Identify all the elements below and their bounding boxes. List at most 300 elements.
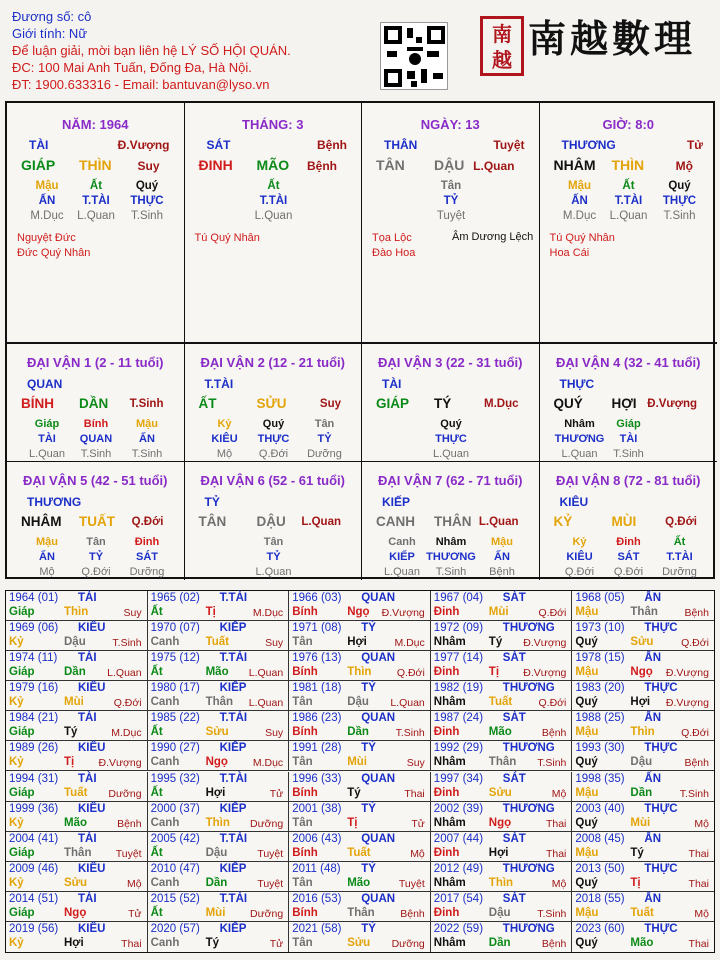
year-branch: Tị (347, 816, 358, 829)
year-label: 1972 (09) (433, 622, 484, 635)
year-cell (6, 802, 148, 832)
luck-hidden-stage: T.Sinh (435, 566, 467, 578)
luck-hidden-ten-god: ẤN (494, 551, 510, 563)
year-stem: Bính (292, 786, 318, 799)
hidden-ten-god: T.TÀI (614, 195, 643, 207)
year-stage: Thai (688, 847, 709, 860)
luck-hidden-stage: Mộ (39, 566, 55, 578)
special-star: Tú Quý Nhân (194, 232, 260, 244)
year-label: 1992 (29) (433, 742, 484, 755)
year-ten-god: T.TÀI (219, 772, 248, 785)
year-stem: Mậu (575, 606, 599, 618)
luck-hidden-stem (601, 535, 657, 580)
year-ten-god: THỰC (644, 682, 678, 695)
year-stage: M.Dục (111, 727, 142, 740)
luck-branch: DẬU (256, 514, 286, 529)
pillar-stage: Mộ (675, 159, 693, 173)
year-cell (6, 772, 148, 802)
year-stage: T.Sinh (537, 907, 567, 920)
luck-hidden-name: Đinh (134, 536, 160, 548)
year-stem: Đinh (433, 786, 460, 799)
hidden-stage: L.Quan (609, 210, 648, 222)
year-label: 2000 (37) (150, 802, 200, 815)
luck-hidden-stage: Q.Đới (258, 448, 289, 460)
year-ten-god: QUAN (361, 592, 396, 604)
year-branch: Dậu (347, 696, 369, 709)
year-branch: Dần (488, 936, 511, 949)
year-ten-god: KIẾP (219, 622, 247, 635)
luck-stem: NHÂM (21, 514, 62, 529)
pillar-cell (7, 103, 185, 344)
year-stem: Quý (575, 696, 598, 709)
year-label: 1988 (25) (575, 712, 625, 725)
luck-hidden-name: Nhâm (435, 536, 467, 548)
year-ten-god: KIÊU (78, 682, 106, 695)
year-label: 1995 (32) (150, 772, 200, 785)
year-stem: Đinh (433, 606, 460, 618)
year-cell (572, 651, 714, 681)
year-branch: Tị (64, 756, 75, 769)
year-cell (572, 832, 714, 862)
luck-hidden-name: Quý (262, 418, 285, 430)
year-stage: Bệnh (684, 757, 709, 770)
luck-ten-god: KIẾP (382, 495, 411, 509)
year-label: 2022 (59) (433, 922, 484, 935)
year-label: 1978 (15) (575, 652, 625, 665)
hidden-stem-name: Ất (622, 180, 635, 192)
year-stage: Đ.Vượng (98, 757, 142, 770)
year-ten-god: KIẾP (219, 742, 247, 755)
year-branch: Mão (630, 936, 654, 949)
year-stage: Thai (121, 937, 142, 950)
year-cell (431, 621, 573, 651)
year-stage: Bệnh (541, 727, 567, 740)
luck-period-cell (362, 462, 540, 580)
year-branch: Thìn (205, 816, 230, 829)
hidden-stem (246, 179, 302, 224)
owner-name: Đương số: cô (12, 9, 92, 24)
year-stage: M.Dục (394, 637, 425, 650)
year-stage: Mộ (551, 877, 567, 890)
year-stem: Mậu (575, 726, 599, 739)
year-branch: Thân (205, 696, 234, 709)
luck-hidden-name: Tân (263, 536, 284, 548)
year-cell (431, 922, 573, 952)
year-ten-god: THỰC (644, 802, 678, 815)
year-label: 1983 (20) (575, 682, 625, 695)
hidden-stem-name: Quý (668, 180, 691, 192)
year-label: 1987 (24) (433, 712, 484, 725)
hidden-ten-god: THỰC (130, 195, 164, 207)
luck-period-cell (185, 344, 363, 462)
owner-info (12, 8, 291, 93)
year-stem: Bính (292, 906, 318, 919)
year-branch: Thân (64, 846, 92, 859)
year-ten-god: QUAN (361, 652, 396, 665)
year-stem: Canh (150, 816, 180, 829)
year-stage: L.Quan (390, 697, 425, 710)
year-label: 1985 (22) (150, 712, 200, 725)
year-ten-god: KIÊU (78, 922, 106, 935)
luck-stage: Suy (319, 398, 341, 410)
year-stem: Quý (575, 756, 598, 769)
year-stage: Tử (269, 787, 284, 800)
year-ten-god: THỰC (644, 862, 678, 875)
address-line: ĐC: 100 Mai Anh Tuấn, Đống Đa, Hà Nội. (12, 60, 252, 75)
luck-hidden-ten-god: QUAN (79, 433, 113, 445)
pillar-heavenly-stem: NHÂM (553, 157, 596, 173)
year-stage: Tuyệt (257, 847, 284, 860)
luck-hidden-ten-god: KIÊU (211, 433, 238, 445)
yearly-luck-table (5, 590, 715, 953)
brand-logo: 南越數理 (528, 16, 697, 61)
year-branch: Mùi (630, 816, 651, 829)
year-stem: Giáp (9, 726, 35, 739)
year-stage: Q.Đới (538, 697, 567, 710)
luck-stem: TÂN (198, 514, 227, 529)
hidden-stem (423, 179, 479, 224)
year-branch: Hợi (347, 636, 367, 649)
year-cell (289, 832, 431, 862)
year-cell (148, 892, 290, 922)
luck-period-title: ĐẠI VẬN 6 (52 - 61 tuổi) (200, 473, 345, 488)
luck-hidden-stem (246, 417, 302, 462)
luck-hidden-ten-god: TÀI (619, 433, 638, 445)
year-stem: Tân (292, 696, 313, 709)
year-label: 1999 (36) (9, 802, 59, 815)
year-stage: Mộ (694, 907, 709, 920)
year-branch: Tuất (64, 786, 88, 799)
year-stage: Dưỡng (250, 817, 284, 830)
luck-period-title: ĐẠI VẬN 7 (62 - 71 tuổi) (378, 473, 523, 488)
luck-hidden-stage: L.Quan (432, 448, 470, 460)
year-stage: Suy (265, 727, 284, 740)
year-cell (148, 802, 290, 832)
year-ten-god: SÁT (502, 892, 526, 905)
luck-hidden-stage: T.Sinh (613, 448, 644, 460)
luck-branch: MÙI (611, 514, 637, 529)
year-ten-god: KIẾP (219, 802, 247, 815)
pillar-title: GIỜ: 8:0 (602, 117, 655, 132)
special-stars (372, 231, 415, 261)
year-stage: Tử (269, 937, 284, 950)
luck-ten-god: TỶ (204, 495, 220, 509)
pillar-title: THÁNG: 3 (242, 117, 304, 132)
pillar-heavenly-stem: ĐINH (198, 157, 233, 173)
year-cell (431, 591, 573, 621)
hidden-stage: M.Dục (562, 210, 597, 222)
owner-gender: Giới tính: Nữ (12, 26, 88, 41)
year-label: 2019 (56) (9, 922, 59, 935)
hidden-stem-name: Mậu (568, 180, 591, 192)
luck-hidden-ten-god: ẤN (39, 551, 55, 563)
year-cell (289, 892, 431, 922)
luck-hidden-name: Giáp (616, 418, 641, 430)
year-branch: Hợi (205, 786, 226, 799)
hidden-ten-god: ẤN (38, 195, 56, 207)
year-branch: Thân (630, 606, 658, 618)
year-branch: Ngọ (205, 756, 228, 769)
year-stem: Ất (150, 666, 163, 679)
pillar-stage: L.Quan (473, 159, 515, 173)
year-ten-god: SÁT (502, 832, 526, 845)
year-label: 1993 (30) (575, 742, 625, 755)
year-label: 2010 (47) (150, 862, 200, 875)
year-ten-god: KIẾP (219, 922, 247, 935)
year-stage: Đ.Vượng (381, 607, 425, 619)
luck-hidden-name: Tân (314, 418, 335, 430)
luck-branch: THÂN (434, 514, 472, 529)
year-branch: Hợi (488, 846, 509, 859)
hidden-stem (19, 179, 75, 224)
pillar-ten-god: THƯƠNG (561, 138, 616, 152)
year-cell (148, 862, 290, 892)
year-branch: Tị (205, 606, 216, 618)
year-branch: Dậu (630, 756, 653, 769)
luck-period-title: ĐẠI VẬN 3 (22 - 31 tuổi) (378, 355, 523, 370)
year-label: 1994 (31) (9, 772, 59, 785)
special-star-right: Âm Dương Lệch (452, 231, 534, 243)
hidden-ten-god: ẤN (571, 195, 588, 207)
year-cell (148, 591, 290, 621)
luck-hidden-stage: L.Quan (28, 448, 66, 460)
year-stem: Quý (575, 636, 598, 649)
year-cell (148, 621, 290, 651)
year-stage: Đ.Vượng (665, 667, 709, 680)
year-cell (572, 802, 714, 832)
year-ten-god: TỶ (361, 922, 376, 935)
year-label: 2001 (38) (292, 802, 342, 815)
luck-hidden-name: Ất (673, 536, 686, 548)
year-cell (572, 922, 714, 952)
year-ten-god: ẤN (644, 772, 662, 785)
year-stem: Tân (292, 636, 313, 649)
year-branch: Dậu (64, 636, 86, 649)
year-ten-god: TÀI (78, 592, 97, 604)
year-label: 2018 (55) (575, 892, 625, 905)
year-ten-god: T.TÀI (219, 652, 248, 665)
year-branch: Ngọ (488, 816, 512, 829)
year-stage: Tuyệt (398, 877, 425, 890)
year-stem: Bính (292, 606, 318, 618)
pillar-earthly-branch: DẬU (434, 157, 465, 173)
year-stem: Tân (292, 816, 313, 829)
year-label: 2014 (51) (9, 892, 59, 905)
year-stage: Bệnh (541, 937, 567, 950)
year-label: 2016 (53) (292, 892, 342, 905)
year-ten-god: TÀI (78, 772, 97, 785)
luck-hidden-stage: L.Quan (561, 448, 598, 460)
year-label: 1975 (12) (150, 652, 200, 665)
year-branch: Tý (64, 726, 78, 739)
luck-hidden-stem (19, 535, 75, 580)
year-cell (572, 862, 714, 892)
year-label: 1976 (13) (292, 652, 342, 665)
year-cell (6, 922, 148, 952)
year-cell (6, 681, 148, 711)
luck-period-cell (540, 462, 718, 580)
year-ten-god: THƯƠNG (502, 802, 555, 815)
luck-ten-god: TÀI (382, 377, 402, 391)
year-stem: Mậu (575, 786, 599, 799)
luck-hidden-stage: T.Sinh (80, 448, 112, 460)
luck-branch: TÝ (434, 396, 452, 411)
year-ten-god: ẤN (644, 832, 662, 845)
year-stage: Suy (123, 607, 142, 619)
year-label: 1989 (26) (9, 742, 59, 755)
year-stage: Tử (411, 817, 425, 830)
year-stem: Quý (575, 816, 598, 829)
year-branch: Ngọ (630, 666, 653, 679)
year-cell (572, 591, 714, 621)
luck-hidden-stage: Q.Đới (564, 566, 595, 578)
year-label: 2009 (46) (9, 862, 59, 875)
hidden-stem (68, 179, 124, 224)
year-stem: Nhâm (433, 636, 466, 649)
year-stage: T.Sinh (112, 637, 142, 650)
year-branch: Hợi (64, 936, 84, 949)
year-ten-god: QUAN (361, 832, 396, 845)
year-label: 1979 (16) (9, 682, 59, 695)
pillar-state: Tuyệt (493, 138, 525, 152)
year-stem: Giáp (9, 906, 35, 919)
year-label: 2008 (45) (575, 832, 625, 845)
year-label: 1996 (33) (292, 772, 342, 785)
luck-hidden-name: Canh (388, 536, 416, 548)
year-branch: Mão (64, 816, 87, 829)
hidden-stage: Tuyệt (436, 210, 466, 222)
luck-stage: M.Dục (484, 398, 519, 410)
year-ten-god: THƯƠNG (502, 742, 555, 755)
year-label: 2007 (44) (433, 832, 484, 845)
pillar-cell (540, 103, 718, 344)
hidden-stage: M.Dục (30, 210, 64, 222)
special-star: Đào Hoa (372, 247, 416, 259)
year-label: 1965 (02) (150, 592, 200, 604)
hidden-ten-god: T.TÀI (259, 195, 288, 207)
year-label: 1990 (27) (150, 742, 200, 755)
luck-hidden-stem (246, 535, 302, 580)
year-cell (572, 892, 714, 922)
year-stem: Nhâm (433, 816, 466, 829)
seal-stamp: 南 越 (480, 16, 524, 76)
year-ten-god: THỰC (644, 922, 678, 935)
year-cell (431, 651, 573, 681)
year-branch: Thìn (630, 726, 655, 739)
luck-hidden-stem (197, 417, 253, 462)
year-cell (289, 772, 431, 802)
year-stage: Dưỡng (108, 787, 142, 800)
qr-code-icon[interactable] (380, 22, 448, 90)
year-branch: Ngọ (347, 606, 370, 618)
year-label: 1966 (03) (292, 592, 342, 604)
year-ten-god: KIÊU (78, 802, 106, 815)
pillar-cell (362, 103, 540, 344)
year-branch: Mùi (64, 696, 84, 709)
hidden-stem-name: Ất (89, 180, 103, 192)
year-cell (572, 772, 714, 802)
hidden-stem (652, 179, 708, 224)
luck-hidden-name: Mậu (36, 536, 58, 548)
year-stem: Bính (292, 666, 318, 679)
year-cell (6, 862, 148, 892)
year-stage: L.Quan (107, 667, 142, 680)
luck-period-title: ĐẠI VẬN 4 (32 - 41 tuổi) (556, 355, 701, 370)
luck-stage: Q.Đới (665, 516, 697, 528)
year-branch: Mùi (205, 906, 226, 919)
luck-stage: Q.Đới (131, 516, 164, 528)
pillar-stage: Bệnh (307, 159, 337, 173)
year-branch: Tý (205, 936, 220, 949)
year-ten-god: KIẾP (219, 682, 247, 695)
phone-email-line[interactable]: ĐT: 1900.633316 - Email: bantuvan@lyso.vn (12, 77, 270, 92)
year-stage: Dưỡng (250, 907, 284, 920)
special-star: Hoa Cái (549, 247, 590, 259)
special-star: Tú Quý Nhân (549, 232, 615, 244)
year-label: 1982 (19) (433, 682, 484, 695)
luck-period-title: ĐẠI VẬN 5 (42 - 51 tuổi) (23, 473, 168, 488)
pillar-heavenly-stem: GIÁP (21, 157, 56, 173)
pillar-state: Tử (686, 138, 703, 152)
year-ten-god: ẤN (644, 592, 662, 604)
year-cell (289, 591, 431, 621)
year-label: 2012 (49) (433, 862, 484, 875)
year-stage: L.Quan (248, 697, 284, 710)
luck-hidden-stem (601, 417, 657, 462)
year-cell (431, 772, 573, 802)
year-stem: Nhâm (433, 756, 466, 769)
luck-hidden-stage: Q.Đới (613, 566, 644, 578)
year-stage: Thai (688, 877, 709, 890)
year-label: 2023 (60) (575, 922, 625, 935)
year-stage: Mộ (410, 847, 425, 860)
year-label: 2005 (42) (150, 832, 200, 845)
luck-ten-god: T.TÀI (204, 377, 234, 391)
year-label: 1986 (23) (292, 712, 342, 725)
year-stem: Canh (150, 636, 180, 649)
header (0, 0, 720, 100)
year-label: 1970 (07) (150, 622, 200, 635)
year-cell (6, 591, 148, 621)
luck-hidden-stem (68, 535, 124, 580)
year-branch: Tuất (347, 846, 371, 859)
year-stem: Ất (150, 606, 163, 618)
year-label: 1977 (14) (433, 652, 484, 665)
luck-hidden-ten-god: TỶ (317, 433, 332, 445)
year-ten-god: T.TÀI (219, 892, 248, 905)
luck-stem: BÍNH (21, 396, 54, 411)
year-stem: Đinh (433, 846, 460, 859)
luck-period-cell (362, 344, 540, 462)
year-branch: Mão (205, 666, 229, 679)
year-ten-god: THƯƠNG (502, 622, 555, 635)
year-label: 1964 (01) (9, 592, 59, 604)
year-cell (6, 711, 148, 741)
luck-hidden-name: Bính (83, 418, 109, 430)
year-label: 1971 (08) (292, 622, 342, 635)
year-label: 2004 (41) (9, 832, 59, 845)
year-cell (148, 711, 290, 741)
year-cell (289, 741, 431, 771)
year-branch: Sửu (205, 726, 229, 739)
contact-line: Để luận giải, mời bạn liên hệ LÝ SỐ HỘI QUÁN. (12, 43, 291, 58)
special-stars (17, 231, 90, 261)
year-stage: Q.Đới (396, 667, 425, 680)
year-stem: Kỷ (9, 936, 24, 949)
year-label: 1968 (05) (575, 592, 625, 604)
luck-stage: Đ.Vượng (647, 398, 697, 410)
luck-branch: DẦN (79, 396, 109, 411)
